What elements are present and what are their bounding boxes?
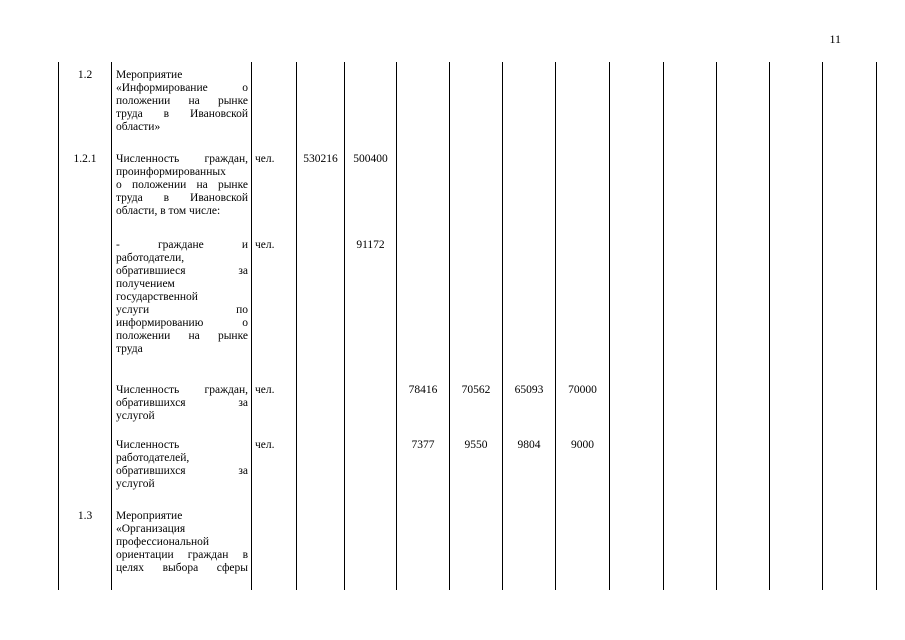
desc-line: области, в том числе: — [116, 205, 221, 217]
desc-line: Численность — [116, 439, 180, 451]
desc-line: услугой — [116, 410, 155, 422]
row-description — [116, 439, 248, 491]
desc-line: проинформированных — [116, 166, 226, 178]
table-col-divider — [555, 62, 556, 590]
desc-line: профессиональной — [116, 536, 210, 548]
table-col-divider — [609, 62, 610, 590]
value-cell: 65093 — [514, 384, 544, 396]
row-description — [116, 384, 248, 423]
table-col-divider — [251, 62, 252, 590]
desc-line: положении на рынке — [116, 95, 248, 107]
desc-line: труда в Ивановской — [116, 192, 248, 204]
table-col-divider — [111, 62, 112, 590]
table-col-divider — [449, 62, 450, 590]
desc-line: ориентации граждан в — [116, 549, 248, 561]
desc-line: обратившихся за — [116, 397, 248, 409]
desc-line: работодателей, — [116, 452, 190, 464]
desc-line: Численность граждан, — [116, 153, 248, 165]
value-cell: 70562 — [461, 384, 491, 396]
table-col-divider — [396, 62, 397, 590]
table-col-divider — [769, 62, 770, 590]
row-number: 1.2 — [77, 69, 93, 81]
unit: чел. — [255, 239, 275, 251]
desc-line: работодатели, — [116, 252, 185, 264]
table-col-divider — [663, 62, 664, 590]
page-number: 11 — [829, 32, 841, 46]
value-cell: 530216 — [303, 153, 338, 165]
desc-line: Мероприятие — [116, 510, 183, 522]
value-cell: 7377 — [411, 439, 435, 451]
row-number: 1.3 — [77, 510, 93, 522]
value-cell: 70000 — [568, 384, 597, 396]
desc-line: «Организация — [116, 523, 186, 535]
desc-line: Мероприятие — [116, 69, 183, 81]
value-cell: 9804 — [517, 439, 541, 451]
desc-line: услуги по — [116, 304, 248, 316]
unit: чел. — [255, 153, 275, 165]
row-description — [116, 69, 248, 134]
value-cell: 9550 — [464, 439, 488, 451]
value-cell: 78416 — [408, 384, 438, 396]
desc-line: Численность граждан, — [116, 384, 248, 396]
row-number: 1.2.1 — [73, 153, 97, 165]
desc-line: - граждане и — [116, 239, 248, 251]
unit: чел. — [255, 384, 275, 396]
value-cell: 9000 — [571, 439, 594, 451]
row-description — [116, 239, 248, 356]
value-cell: 500400 — [353, 153, 388, 165]
value-cell: 91172 — [356, 239, 385, 251]
row-description — [116, 153, 248, 218]
desc-line: получением — [116, 278, 175, 290]
desc-line: обратившиеся за — [116, 265, 248, 277]
desc-line: услугой — [116, 478, 155, 490]
table-col-divider — [502, 62, 503, 590]
desc-line: целях выбора сферы — [116, 562, 248, 574]
table-col-divider — [822, 62, 823, 590]
desc-line: «Информирование о — [116, 82, 248, 94]
desc-line: труда — [116, 343, 143, 355]
desc-line: государственной — [116, 291, 198, 303]
table-col-divider — [716, 62, 717, 590]
desc-line: обратившихся за — [116, 465, 248, 477]
desc-line: положении на рынке — [116, 330, 248, 342]
table-col-divider — [296, 62, 297, 590]
desc-line: информированию о — [116, 317, 248, 329]
desc-line: о положении на рынке — [116, 179, 248, 191]
desc-line: труда в Ивановской — [116, 108, 248, 120]
table-border-right — [876, 62, 877, 590]
table-border-left — [58, 62, 59, 590]
unit: чел. — [255, 439, 275, 451]
table-col-divider — [344, 62, 345, 590]
desc-line: области» — [116, 121, 161, 133]
row-description — [116, 510, 248, 575]
